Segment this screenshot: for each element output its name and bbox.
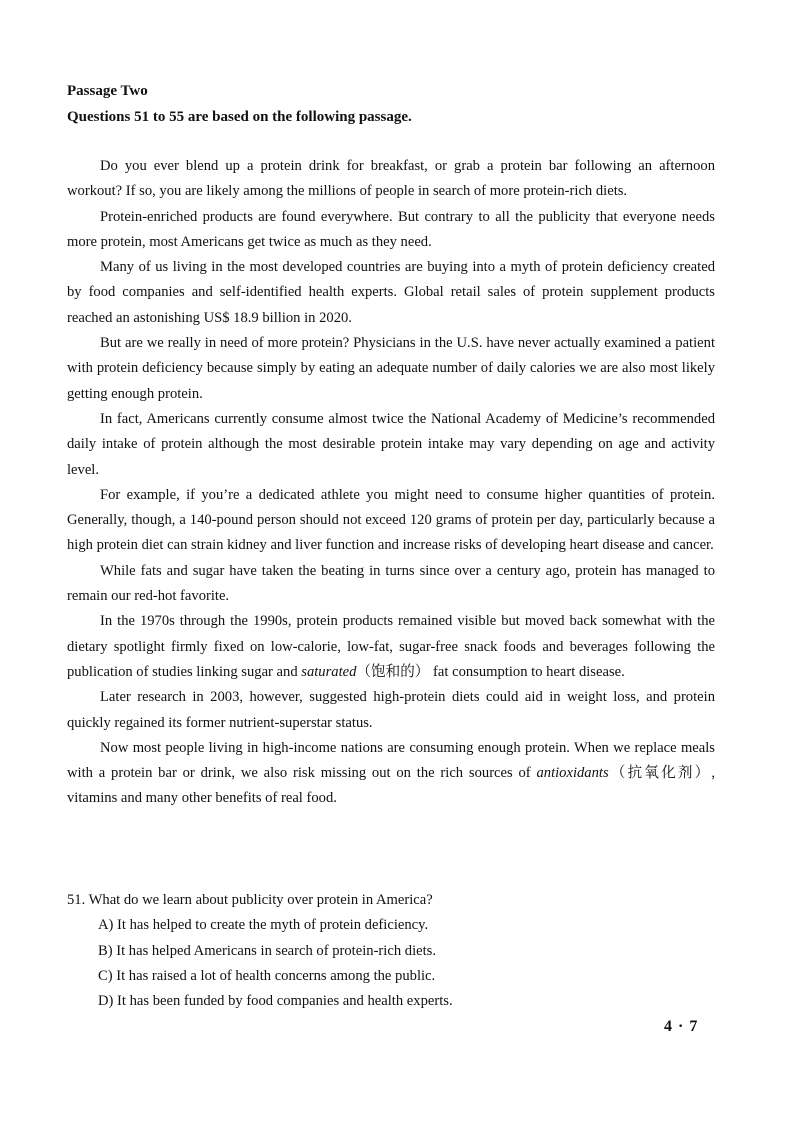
passage-paragraph-5: In fact, Americans currently consume almost twice the National Academy of Medicine’s recommended daily intake of protein although the most desirable protein intake may vary depending on age and activity level. <box>67 410 715 478</box>
passage-paragraph-9: Later research in 2003, however, suggested high-protein diets could aid in weight loss, and protein quickly regained its former nutrient-superstar status. <box>67 689 715 731</box>
question-51 <box>67 888 715 1014</box>
passage-paragraph-10 <box>67 736 715 812</box>
answer-options <box>67 913 715 1014</box>
passage-paragraph-6: For example, if you’re a dedicated athlete you might need to consume higher quantities of protein. Generally, though, a 140-pound person should not exceed 120 grams of protein per day, particularly because a high protein diet can strain kidney and liver function and increase risks of developing heart disease and cancer. <box>67 486 715 554</box>
passage-paragraph-8 <box>67 609 715 685</box>
question-stem: 51. What do we learn about publicity over protein in America? <box>67 892 433 908</box>
passage-paragraph-1: Do you ever blend up a protein drink for breakfast, or grab a protein bar following an afternoon workout? If so, you are likely among the millions of people in search of more protein-rich diets. <box>67 158 715 200</box>
passage-paragraph-3: Many of us living in the most developed countries are buying into a myth of protein deficiency created by food companies and self-identified health experts. Global retail sales of protein supplement products reached an astonishing US$ 18.9 billion in 2020. <box>67 259 715 326</box>
passage-label: Passage Two <box>67 83 148 99</box>
paragraph-10-text-before: Now most people living in high-income nations are consuming enough protein. When we replace meals with a protein bar or drink, we also risk missing out on the rich sources of <box>67 739 715 782</box>
paragraph-10-text-after: , vitamins and many other benefits of real food. <box>67 765 715 807</box>
question-range-instructions: Questions 51 to 55 are based on the following passage. <box>67 109 412 125</box>
passage-paragraph-2: Protein-enriched products are found everywhere. But contrary to all the publicity that everyone needs more protein, most Americans get twice as much as they need. <box>67 208 715 250</box>
glossed-term-saturated: saturated <box>301 663 357 680</box>
passage-body <box>67 154 715 812</box>
paragraph-8-text-after: fat consumption to heart disease. <box>429 663 625 680</box>
paragraph-8-text-before: In the 1970s through the 1990s, protein products remained visible but moved back somewhat with the dietary spotlight firmly fixed on low-calorie, low-fat, sugar-free snack foods and beverages following the publication of studies linking sugar and <box>67 613 715 680</box>
option-d: D) It has been funded by food companies and health experts. <box>98 993 453 1010</box>
passage-paragraph-7: While fats and sugar have taken the beating in turns since over a century ago, protein has managed to remain our red-hot favorite. <box>67 562 715 605</box>
option-a: A) It has helped to create the myth of protein deficiency. <box>98 917 429 934</box>
option-c: C) It has raised a lot of health concerns among the public. <box>98 967 436 984</box>
option-b: B) It has helped Americans in search of protein-rich diets. <box>98 942 436 959</box>
gloss-antioxidants: （抗氧化剂） <box>608 765 712 782</box>
passage-paragraph-4: But are we really in need of more protein? Physicians in the U.S. have never actually examined a patient with protein deficiency because simply by eating an adequate number of daily calories we are also most likely getting enough protein. <box>67 335 715 402</box>
gloss-saturated: （饱和的） <box>356 663 430 680</box>
glossed-term-antioxidants: antioxidants <box>536 765 609 782</box>
page-number: 4 · 7 <box>664 1018 699 1035</box>
